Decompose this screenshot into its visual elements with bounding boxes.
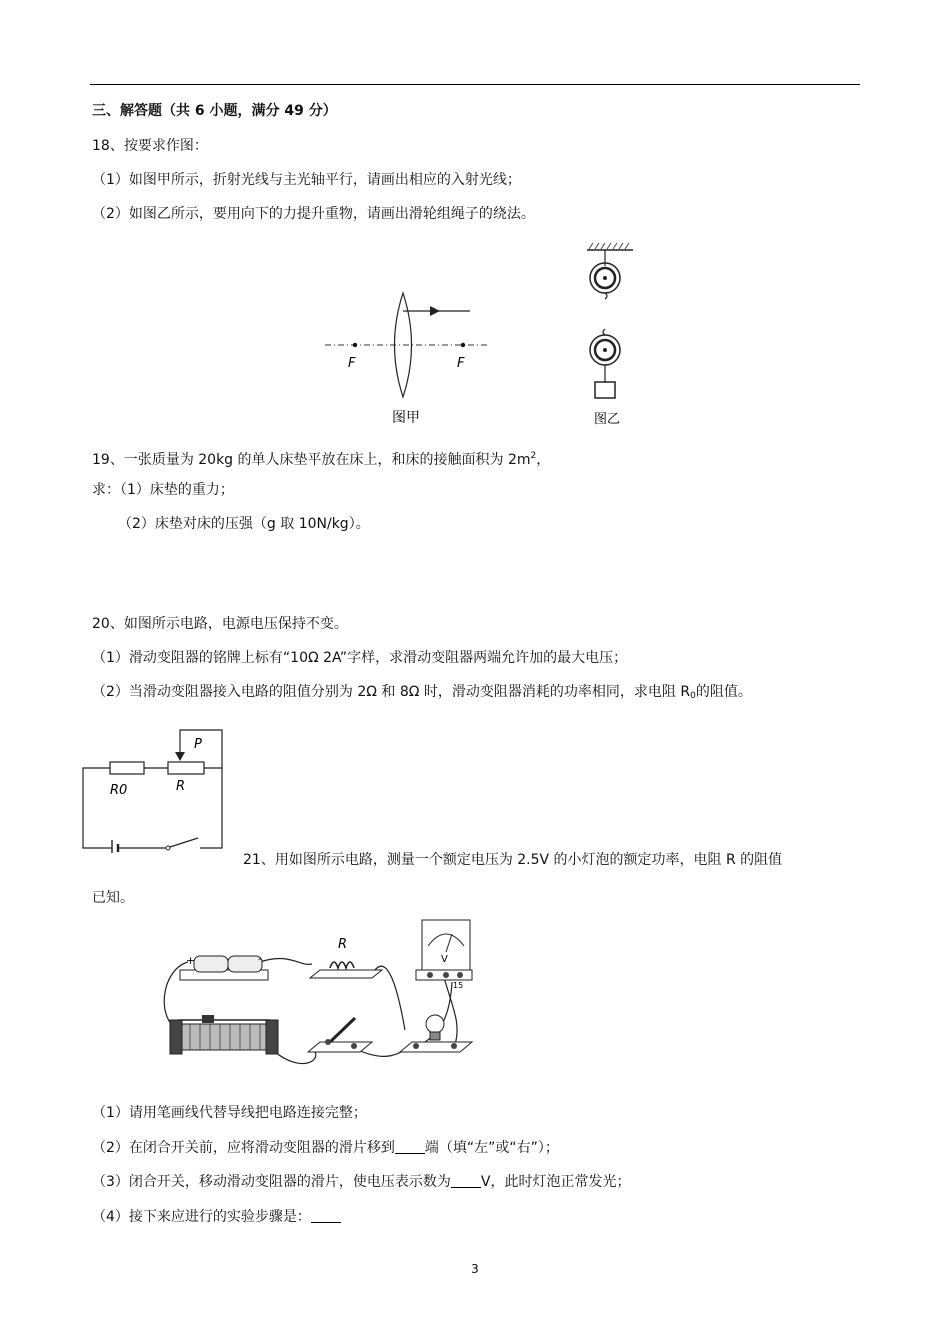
- q18-part1: （1）如图甲所示，折射光线与主光轴平行，请画出相应的入射光线；: [92, 172, 521, 188]
- lamp-base: [400, 1042, 472, 1052]
- slider-arrow: [175, 752, 185, 761]
- focus-left-label: F: [348, 356, 356, 371]
- q18-part2: （2）如图乙所示，要用向下的力提升重物，请画出滑轮组绳子的绕法。: [92, 206, 535, 222]
- focus-right-label: F: [457, 356, 465, 371]
- blank-3[interactable]: [451, 1173, 481, 1188]
- q21-part2: （2）在闭合开关前，应将滑动变阻器的滑片移到 端（填“左”或“右”）；: [92, 1140, 559, 1156]
- q21-stem-cont: 已知。: [92, 890, 134, 906]
- focus-left-dot: [353, 343, 357, 347]
- figure-apparatus-q21: [150, 912, 485, 1077]
- blank-2[interactable]: [395, 1139, 425, 1154]
- weight-block: [595, 382, 615, 398]
- blank-4[interactable]: [311, 1208, 341, 1223]
- rheostat: [178, 1024, 270, 1050]
- label-r0: R0: [110, 783, 128, 798]
- label-plus: +: [186, 954, 196, 967]
- rheostat-r: [168, 762, 204, 774]
- q20-part1: （1）滑动变阻器的铭牌上标有“10Ω 2A”字样，求滑动变阻器两端允许加的最大电压；: [92, 650, 628, 666]
- switch: [166, 846, 170, 850]
- resistor-base: [310, 970, 382, 978]
- label-15: 15: [453, 981, 464, 990]
- ceiling-hatch: [589, 243, 629, 249]
- figure-lens: [320, 285, 500, 430]
- label-r: R: [338, 937, 348, 952]
- figure-pulley: [575, 240, 645, 430]
- q19-stem: 19、一张质量为 20kg 的单人床垫平放在床上，和床的接触面积为 $2m^2$，: [92, 451, 551, 468]
- page-number: 3: [471, 1262, 479, 1276]
- resistor-r0: [110, 762, 144, 774]
- q18-stem: 18、按要求作图：: [92, 138, 208, 154]
- label-p: P: [194, 737, 202, 752]
- q19-part1: 求：（1）床垫的重力；: [92, 482, 234, 498]
- focus-right-dot: [461, 343, 465, 347]
- resistor-coil: [330, 962, 354, 968]
- q21-part1: （1）请用笔画线代替导线把电路连接完整；: [92, 1105, 367, 1121]
- q21-part3: （3）闭合开关，移动滑动变阻器的滑片，使电压表示数为 V，此时灯泡正常发光；: [92, 1174, 631, 1190]
- section-title: 三、解答题（共 6 小题，满分 49 分）: [92, 103, 337, 119]
- q20-part2: （2）当滑动变阻器接入电路的阻值分别为 2Ω 和 8Ω 时，滑动变阻器消耗的功率相同，求电阻 $R_0$的阻值。: [92, 684, 752, 701]
- figure-b-caption: 图乙: [594, 412, 621, 427]
- cell-2: [228, 956, 262, 972]
- label-r: R: [176, 779, 186, 794]
- figure-circuit-q20: [80, 728, 230, 853]
- q20-stem: 20、如图所示电路，电源电压保持不变。: [92, 616, 348, 632]
- knife-switch: [308, 1042, 372, 1052]
- ray-arrow: [430, 306, 440, 316]
- label-minus: -: [258, 952, 262, 965]
- cell-1: [194, 956, 228, 972]
- q21-stem: 21、用如图所示电路，测量一个额定电压为 2.5V 的小灯泡的额定功率，电阻 R 的阻值: [243, 852, 783, 868]
- q19-part2: （2）床垫对床的压强（g 取 10N/kg）。: [118, 516, 370, 532]
- top-rule: [90, 84, 860, 85]
- figure-a-caption: 图甲: [392, 410, 420, 426]
- q21-part4: （4）接下来应进行的实验步骤是：: [92, 1207, 341, 1227]
- bulb: [426, 1015, 444, 1033]
- label-v: V: [441, 954, 448, 965]
